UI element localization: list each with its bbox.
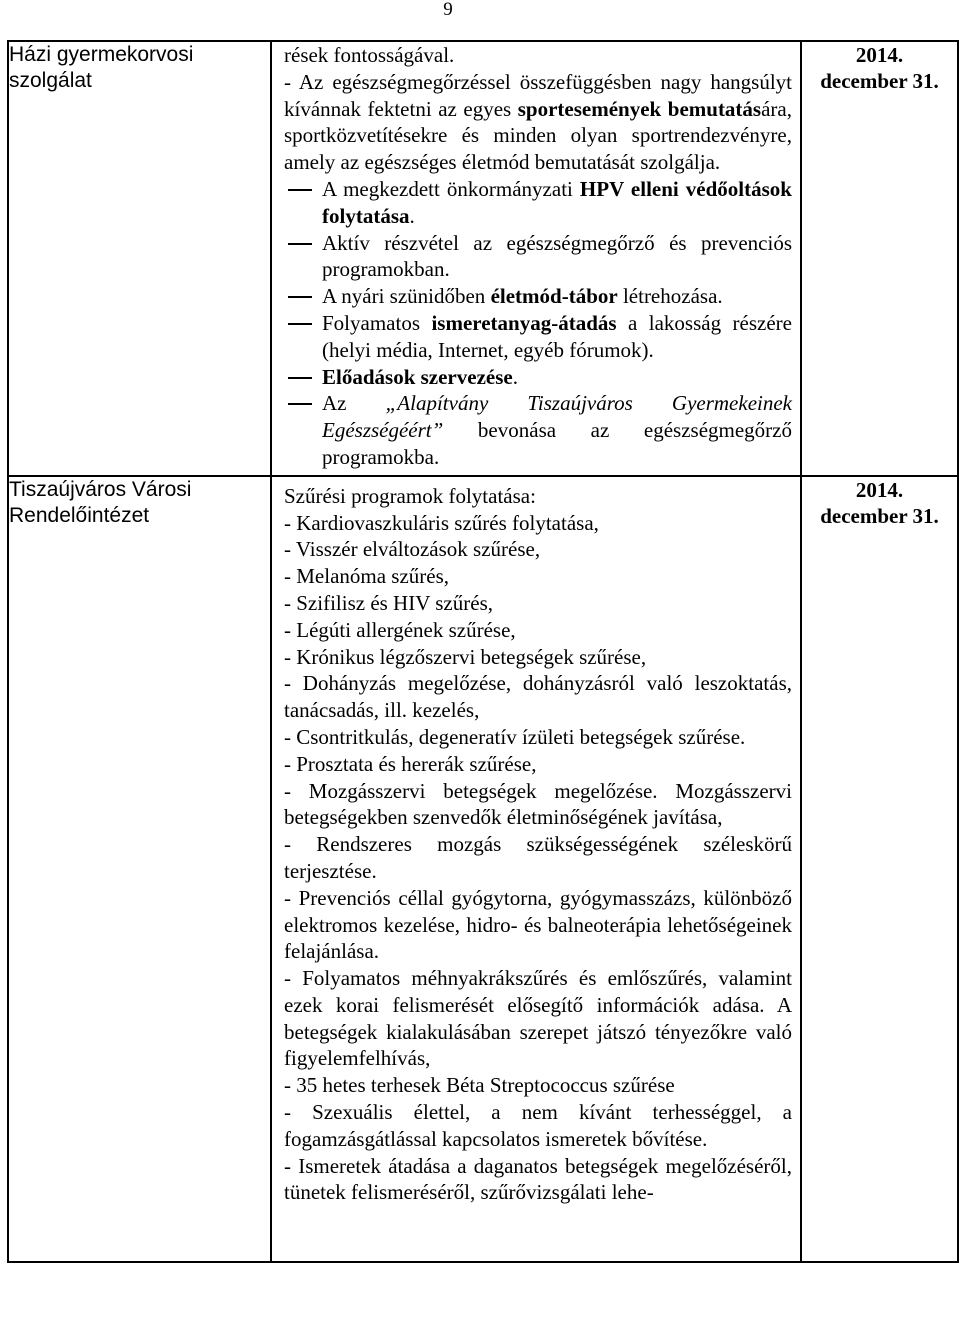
table-row [8, 41, 958, 476]
list-item: - Krónikus légzőszervi betegségek szűrése, [284, 644, 647, 669]
bullet-item [284, 310, 792, 364]
text-run: HPV elleni védőoltások folytatása [322, 176, 792, 228]
text-run: bevonása az egészségmegőrző programokba. [322, 418, 792, 469]
text-run: A nyári szünidőben [322, 284, 491, 309]
task-description [272, 477, 800, 1261]
list-item: - Kardiovaszkuláris szűrés folytatása, [284, 510, 599, 535]
list-item: - Dohányzás megelőzése, dohányzásról való leszoktatás, tanácsadás, ill. kezelés, [284, 671, 792, 723]
text-run: . [409, 203, 415, 228]
text-run: sportesemények bemutatás [517, 96, 762, 121]
list-item: - Ismeretek átadása a daganatos betegségek megelőzéséről, tünetek felismeréséről, szűrővizsgálati lehe- [284, 1153, 792, 1205]
text-run: - Az egészségmegőrzéssel összefüggésben nagy hangsúlyt kívánnak fektetni az egyes [284, 69, 792, 121]
text-run: Folyamatos [322, 310, 432, 335]
list-item: - Prosztata és hererák szűrése, [284, 751, 537, 776]
paragraph [284, 69, 792, 176]
list-item: - Csontritkulás, degeneratív ízületi betegségek szűrése. [284, 724, 746, 749]
text-run: létrehozása. [617, 284, 723, 309]
table-row [8, 476, 958, 1262]
text-run: rések fontosságával. [284, 43, 455, 67]
text-run: ára, sportközvetítésekre és minden olyan sportrendezvényre, amely az egészséges életmód bemutatását szolgálja. [284, 96, 792, 175]
deadline-cell [801, 476, 958, 1262]
organization-name: Házi gyermekorvosi szolgálat [9, 43, 194, 92]
list-item: - 35 hetes terhesek Béta Streptococcus szűrése [284, 1073, 675, 1098]
text-run: A megkezdett önkormányzati [322, 176, 580, 201]
organization-cell [8, 476, 271, 1262]
text-run: Az [322, 391, 386, 416]
text-run: „Alapítvány Tiszaújváros Gyermekeinek Egészségéért” [322, 391, 792, 443]
task-description [272, 42, 800, 475]
deadline-cell [801, 41, 958, 476]
page-number: 9 [443, 0, 453, 20]
organization-cell [8, 41, 271, 476]
tasks-cell [271, 41, 801, 476]
text-run: életmód-tábor [490, 284, 618, 309]
bullet-item [284, 364, 792, 391]
tasks-cell [271, 476, 801, 1262]
list-item: - Mozgásszervi betegségek megelőzése. Mozgásszervi betegségekben szenvedők életminőségének javítása, [284, 778, 792, 830]
list-item: - Rendszeres mozgás szükségességének széleskörű terjesztése. [284, 832, 792, 883]
list-item: - Prevenciós céllal gyógytorna, gyógymasszázs, különböző elektromos kezelése, hidro- és balneoterápia lehetőségeinek felajánlása. [284, 885, 792, 964]
list-item: - Szexuális élettel, a nem kívánt terhességgel, a fogamzásgátlással kapcsolatos ismeretek bővítése. [284, 1100, 792, 1151]
action-plan-table [7, 40, 959, 1263]
bullet-item [284, 390, 792, 470]
text-run: Aktív részvétel az egészségmegőrző és prevenciós programokban. [322, 230, 792, 282]
paragraph [284, 42, 792, 69]
list-item: - Visszér elváltozások szűrése, [284, 537, 541, 562]
deadline-date: december 31. [820, 69, 939, 93]
text-run: . [512, 364, 518, 389]
list-item: - Szifilisz és HIV szűrés, [284, 590, 493, 615]
list-item: - Melanóma szűrés, [284, 564, 450, 589]
section-heading: Szűrési programok folytatása: [284, 483, 536, 508]
organization-name: Tiszaújváros Városi Rendelőintézet [9, 477, 192, 527]
list-item: - Légúti allergének szűrése, [284, 617, 516, 642]
text-run: Előadások szervezése [322, 364, 513, 389]
bullet-item [284, 176, 792, 230]
deadline-year: 2014. [855, 477, 904, 502]
text-run: ismeretanyag-átadás [431, 310, 617, 335]
bullet-item [284, 283, 792, 310]
deadline-date: december 31. [820, 503, 939, 528]
bullet-item [284, 230, 792, 284]
text-run: a lakosság részére (helyi média, Internet, egyéb fórumok). [322, 310, 792, 362]
list-item: - Folyamatos méhnyakrákszűrés és emlőszűrés, valamint ezek korai felismerését elősegítő információk adása. A betegségek kialakulásában szerepet játszó tényezőkre való figyelemfelhívás, [284, 966, 792, 1071]
deadline-year: 2014. [855, 43, 904, 67]
